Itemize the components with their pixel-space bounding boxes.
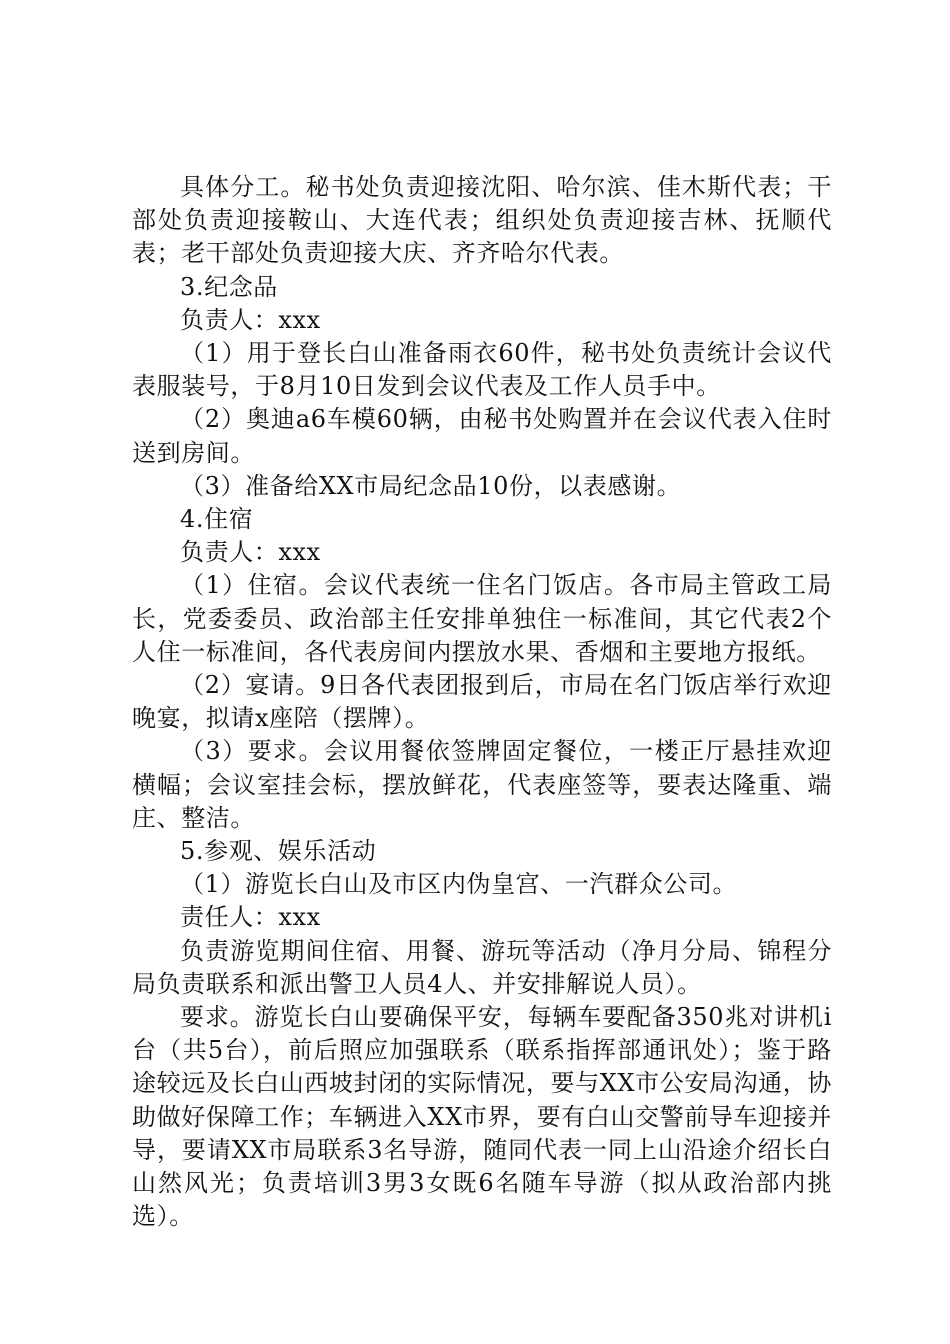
accommodation-person-in-charge: 负责人：xxx — [180, 538, 321, 567]
souvenirs-item-3: （3）准备给XX市局纪念品10份，以表感谢。 — [180, 471, 682, 500]
heading-visits: 5.参观、娱乐活动 — [180, 837, 377, 866]
souvenirs-item-1: （1）用于登长白山准备雨衣60件，秘书处负责统计会议代表服装号，于8月10日发到会议代表及工作人员手中。 — [132, 339, 832, 401]
heading-souvenirs: 3.纪念品 — [180, 272, 278, 301]
accommodation-item-3: （3）要求。会议用餐依签牌固定餐位，一楼正厅悬挂欢迎横幅；会议室挂会标，摆放鲜花，代表座签等，要表达隆重、端庄、整洁。 — [132, 737, 832, 832]
visits-item-1: （1）游览长白山及市区内伪皇宫、一汽群众公司。 — [180, 870, 738, 899]
document-page — [132, 171, 832, 1234]
visits-responsibilities: 负责游览期间住宿、用餐、游玩等活动（净月分局、锦程分局负责联系和派出警卫人员4人、并安排解说人员）。 — [132, 936, 832, 998]
souvenirs-item-2: （2）奥迪a6车模60辆，由秘书处购置并在会议代表入住时送到房间。 — [132, 405, 832, 467]
accommodation-item-2: （2）宴请。9日各代表团报到后，市局在名门饭店举行欢迎晚宴，拟请x座陪（摆牌）。 — [132, 671, 832, 733]
souvenirs-person-in-charge: 负责人：xxx — [180, 305, 321, 334]
visits-requirements: 要求。游览长白山要确保平安，每辆车要配备350兆对讲机i台（共5台），前后照应加强联系（联系指挥部通讯处）；鉴于路途较远及长白山西坡封闭的实际情况，要与XX市公安局沟通，协助做好保障工作；车辆进入XX市界，要有白山交警前导车迎接并导，要请XX市局联系3名导游，随同代表一同上山沿途介绍长白山然风光；负责培训3男3女既6名随车导游（拟从政治部内挑选）。 — [132, 1003, 832, 1231]
accommodation-item-1: （1）住宿。会议代表统一住名门饭店。各市局主管政工局长，党委委员、政治部主任安排单独住一标准间，其它代表2个人住一标准间，各代表房间内摆放水果、香烟和主要地方报纸。 — [132, 571, 832, 666]
visits-person-in-charge: 责任人：xxx — [180, 903, 321, 932]
heading-accommodation: 4.住宿 — [180, 505, 254, 534]
paragraph-duties: 具体分工。秘书处负责迎接沈阳、哈尔滨、佳木斯代表；干部处负责迎接鞍山、大连代表；组织处负责迎接吉林、抚顺代表；老干部处负责迎接大庆、齐齐哈尔代表。 — [132, 173, 832, 268]
